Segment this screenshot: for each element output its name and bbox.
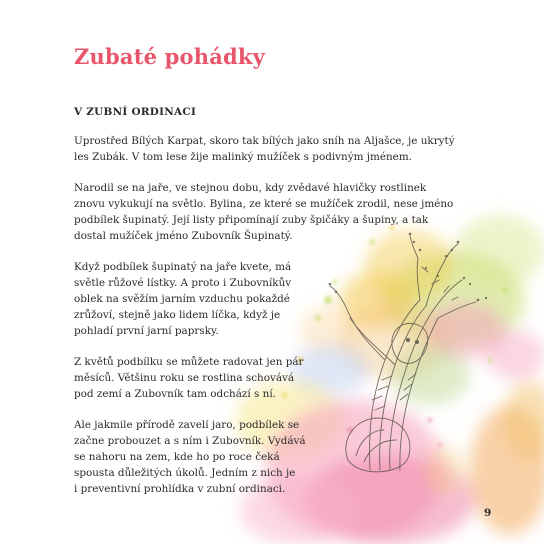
text-line: měsíců. Většinu roku se rostlina schovává — [74, 372, 295, 384]
text-line: Narodil se na jaře, ve stejnou dobu, kdy zvědavé hlavičky rostlinek — [74, 182, 427, 194]
chapter-title: Zubaté pohádky — [74, 44, 266, 69]
text-line: les Zubák. V tom lese žije malinký mužíček s podivným jménem. — [74, 151, 412, 163]
paragraph — [74, 354, 494, 402]
text-line: i preventivní prohlídka v zubní ordinaci. — [74, 483, 286, 495]
text-line: zrůžoví, stejně jako lidem líčka, když je — [74, 309, 281, 321]
text-line: pod zemí a Zubovník tam odchází s ní. — [74, 388, 276, 400]
paragraph — [74, 133, 494, 165]
text-line: podbílek šupinatý. Její listy připomínají zuby špičáky a šupiny, a tak — [74, 214, 429, 226]
text-line: oblek na svěžím jarním vzduchu pokaždé — [74, 293, 290, 305]
paragraph — [74, 417, 494, 497]
text-line: začne probouzet a s ním i Zubovník. Vydává — [74, 435, 306, 447]
text-line: Když podbílek šupinatý na jaře kvete, má — [74, 261, 292, 273]
paragraph — [74, 180, 494, 244]
text-line: spousta důležitých úkolů. Jedním z nich je — [74, 467, 296, 479]
text-line: Uprostřed Bílých Karpat, skoro tak bílých jako sníh na Aljašce, je ukrytý — [74, 135, 455, 147]
text-line: Z květů podbílku se můžete radovat jen pár — [74, 356, 304, 368]
text-line: Ale jakmile přírodě zavelí jaro, podbílek se — [74, 419, 300, 431]
paragraph — [74, 259, 494, 339]
story-text — [74, 105, 494, 512]
text-line: se nahoru na zem, kde ho po roce čeká — [74, 451, 280, 463]
page-number: 9 — [484, 507, 492, 519]
text-line: znovu vykukují na světlo. Bylina, ze které se mužíček zrodil, nese jméno — [74, 198, 454, 210]
section-heading: V ZUBNÍ ORDINACI — [74, 106, 197, 118]
text-line: dostal mužíček jméno Zubovník Šupinatý. — [74, 230, 293, 242]
text-line: pohladí první jarní paprsky. — [74, 325, 219, 337]
text-line: světle růžové lístky. A proto i Zubovníkův — [74, 277, 292, 289]
